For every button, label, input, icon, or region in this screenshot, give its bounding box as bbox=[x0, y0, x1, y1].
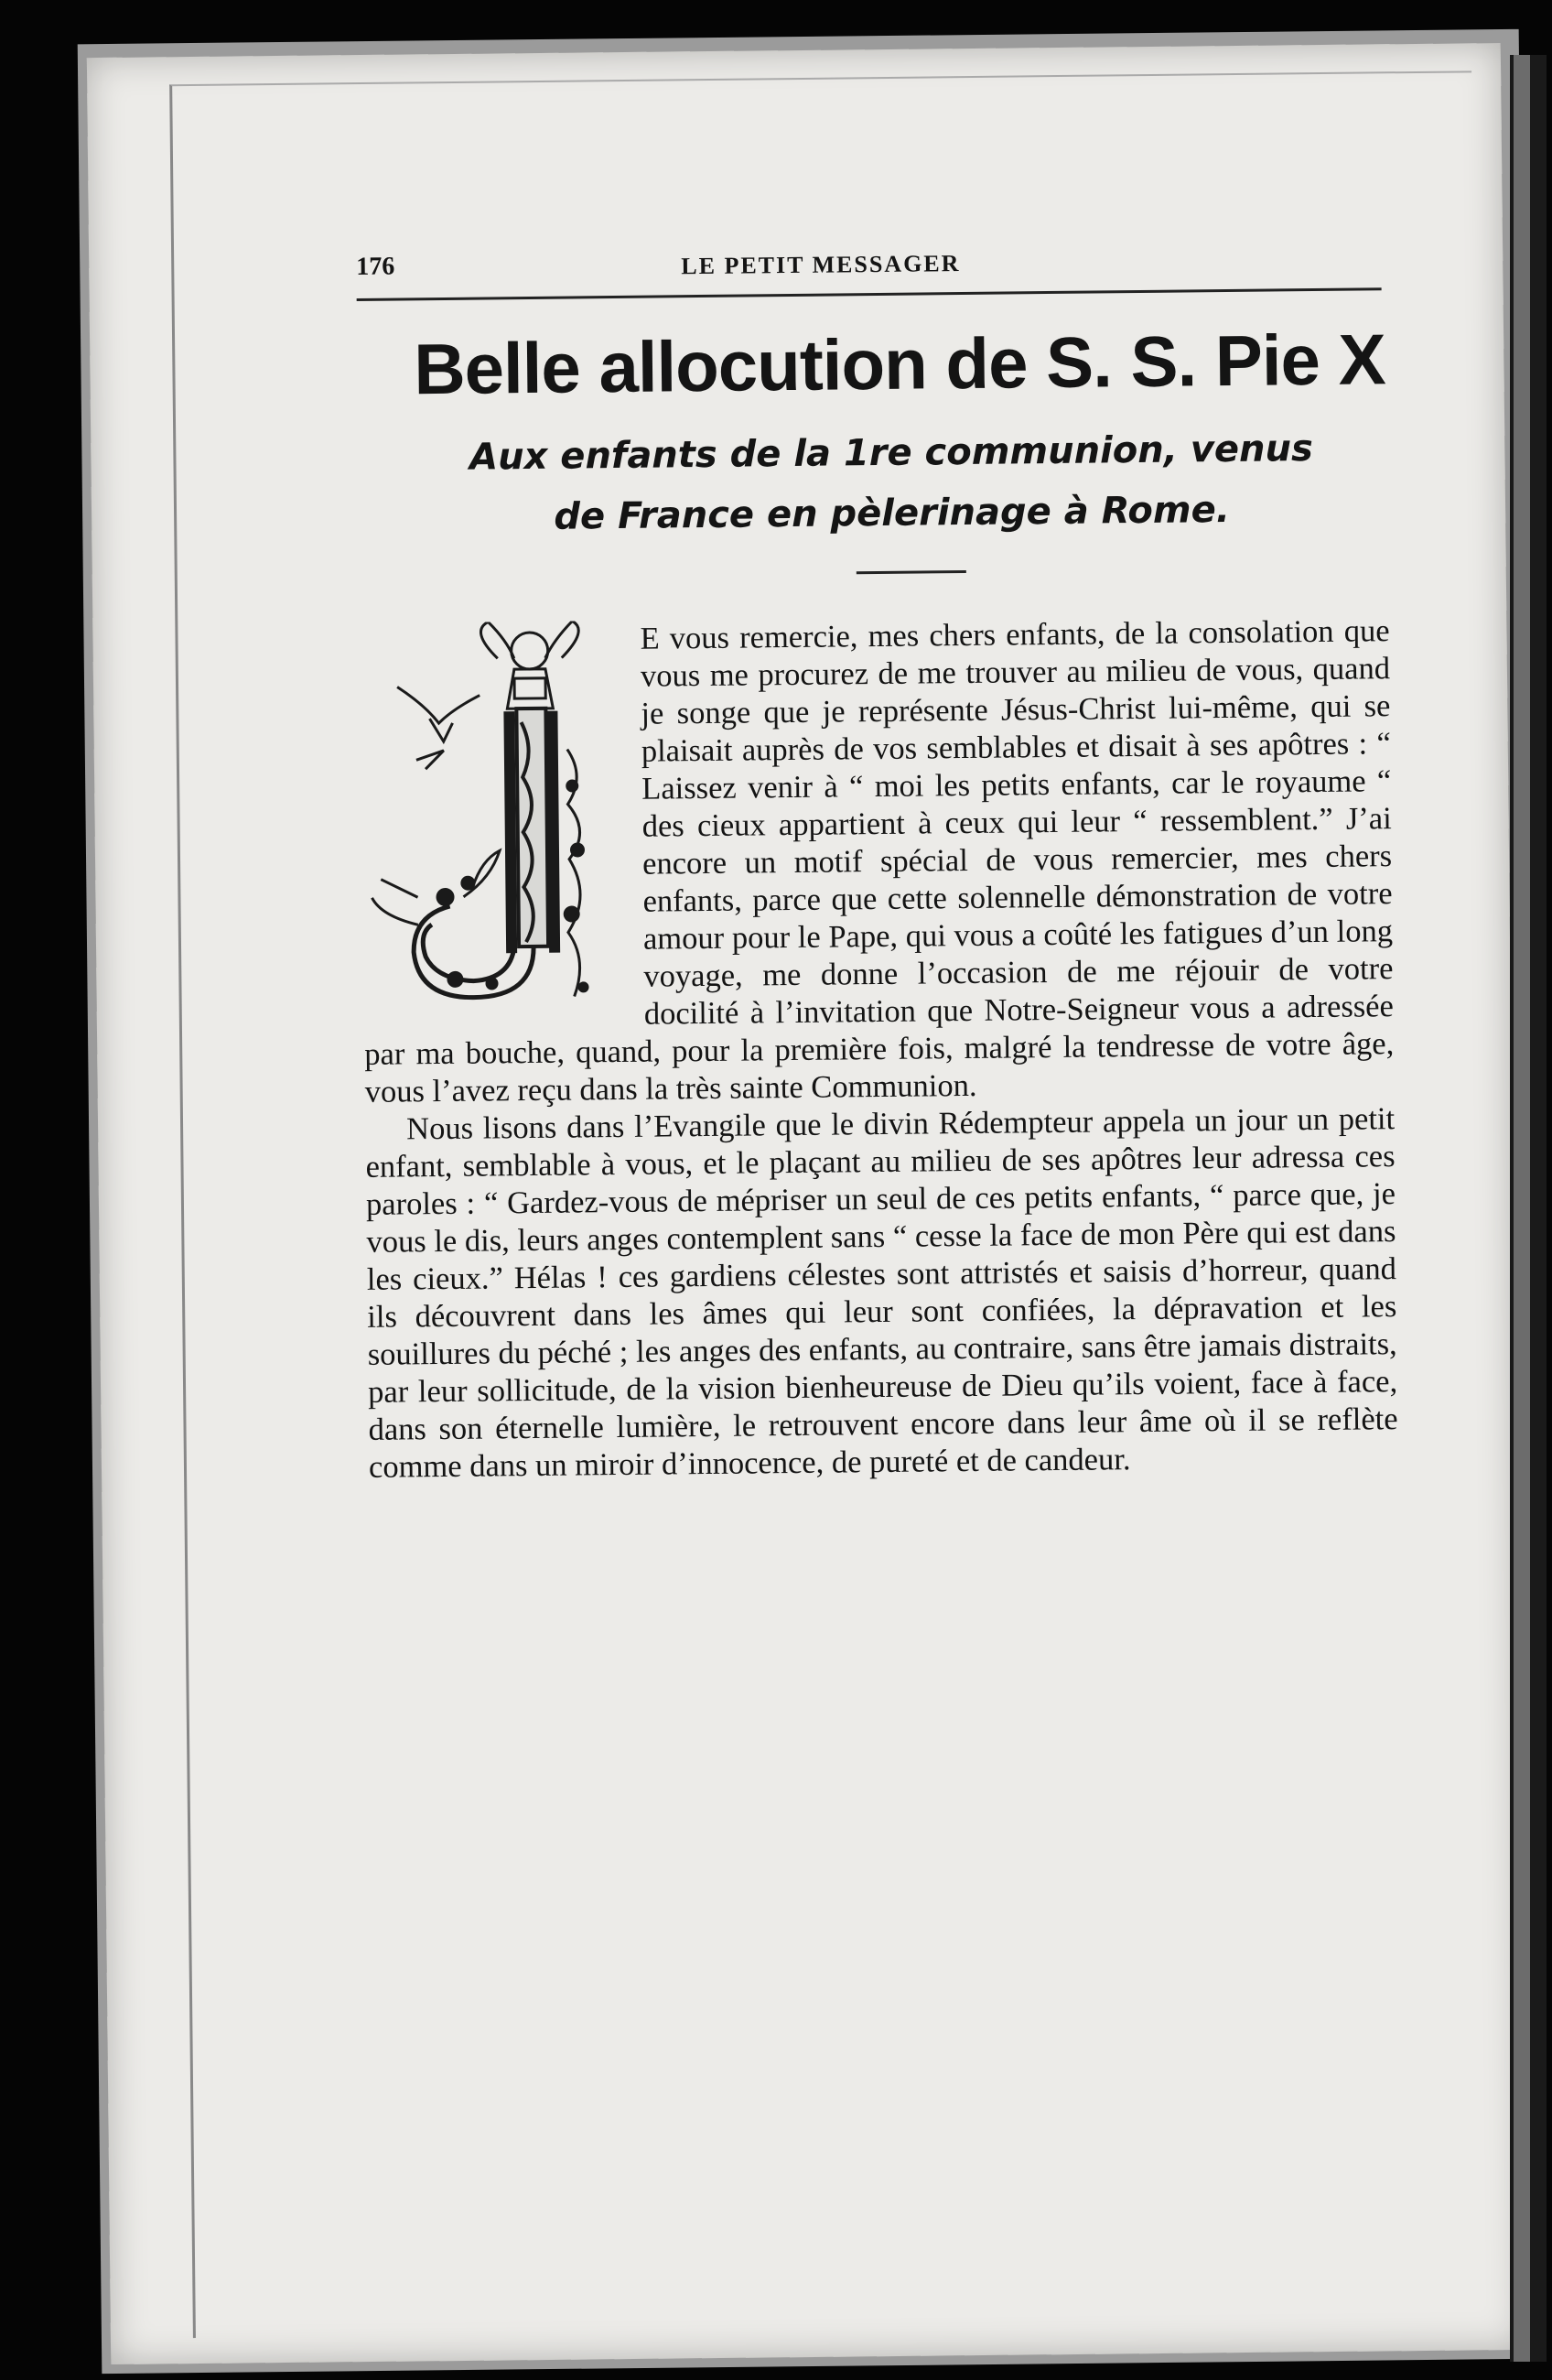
drop-cap-illustration-icon bbox=[360, 621, 638, 1003]
drop-cap-letter bbox=[360, 623, 361, 624]
header-rule bbox=[357, 287, 1382, 301]
article-body bbox=[360, 612, 1398, 1487]
paragraph-2: Nous lisons dans l’Evangile que le divin Rédempteur appela un jour un petit enfant, semblable à vous, et le plaçant au milieu de ses apôtres leur adressa ces paroles : “ Gardez-vous de mépriser un seul de ces petits enfants, “ parce que, je vous le dis, leurs anges contemplent sans “ cesse la face de mon Père qui est dans les cieux.” Hélas ! ces gardiens célestes sont attristés et saisis d’horreur, quand ils découvrent dans les âmes qui leur sont confiées, la dépravation et les souillures du péché ; les anges des enfants, au contraire, sans être jamais distraits, par leur sollicitude, de la vision bienheureuse de Dieu qu’ils voient, face à face, dans son éternelle lumière, le retrouvent encore dans leur âme où il se reflète comme dans un miroir d’innocence, de pureté et de candeur. bbox=[365, 1101, 1398, 1485]
article-subtitle bbox=[358, 417, 1388, 549]
article-title: Belle allocution de S. S. Pie X bbox=[413, 319, 1386, 410]
subtitle-line-2: de France en pèlerinage à Rome. bbox=[554, 488, 1231, 538]
ornate-drop-cap bbox=[360, 621, 638, 1003]
page-content bbox=[356, 242, 1406, 2157]
paragraph-1: E vous remercie, mes chers enfants, de la consolation que vous me procurez de me trouver au milieu de vous, quand je songe que je représente Jésus-Christ lui-même, qui se plaisait auprès de vos semblables et disait à ses apôtres : “ Laissez venir à “ moi les petits enfants, car le royaume “ des cieux appartient à ceux qui leur “ ressemblent.” J’ai encore un motif spécial de vous remercier, mes chers enfants, parce que cette solennelle démonstration de votre amour pour le Pape, qui vous a coûté les fatigues d’un long voyage, me donne l’occasion de me réjouir de votre docilité à l’invitation que Notre-Seigneur vous a adressée par ma bouche, quand, pour la première fois, malgré la tendresse de votre âge, vous l’avez reçu dans la très sainte Communion. bbox=[364, 613, 1395, 1109]
title-separator bbox=[856, 570, 965, 574]
subtitle-line-1: Aux enfants de la 1re communion, venus bbox=[469, 427, 1314, 479]
page-number: 176 bbox=[356, 252, 395, 281]
journal-title: LE PETIT MESSAGER bbox=[681, 250, 961, 280]
binding-edge bbox=[1510, 55, 1547, 2362]
